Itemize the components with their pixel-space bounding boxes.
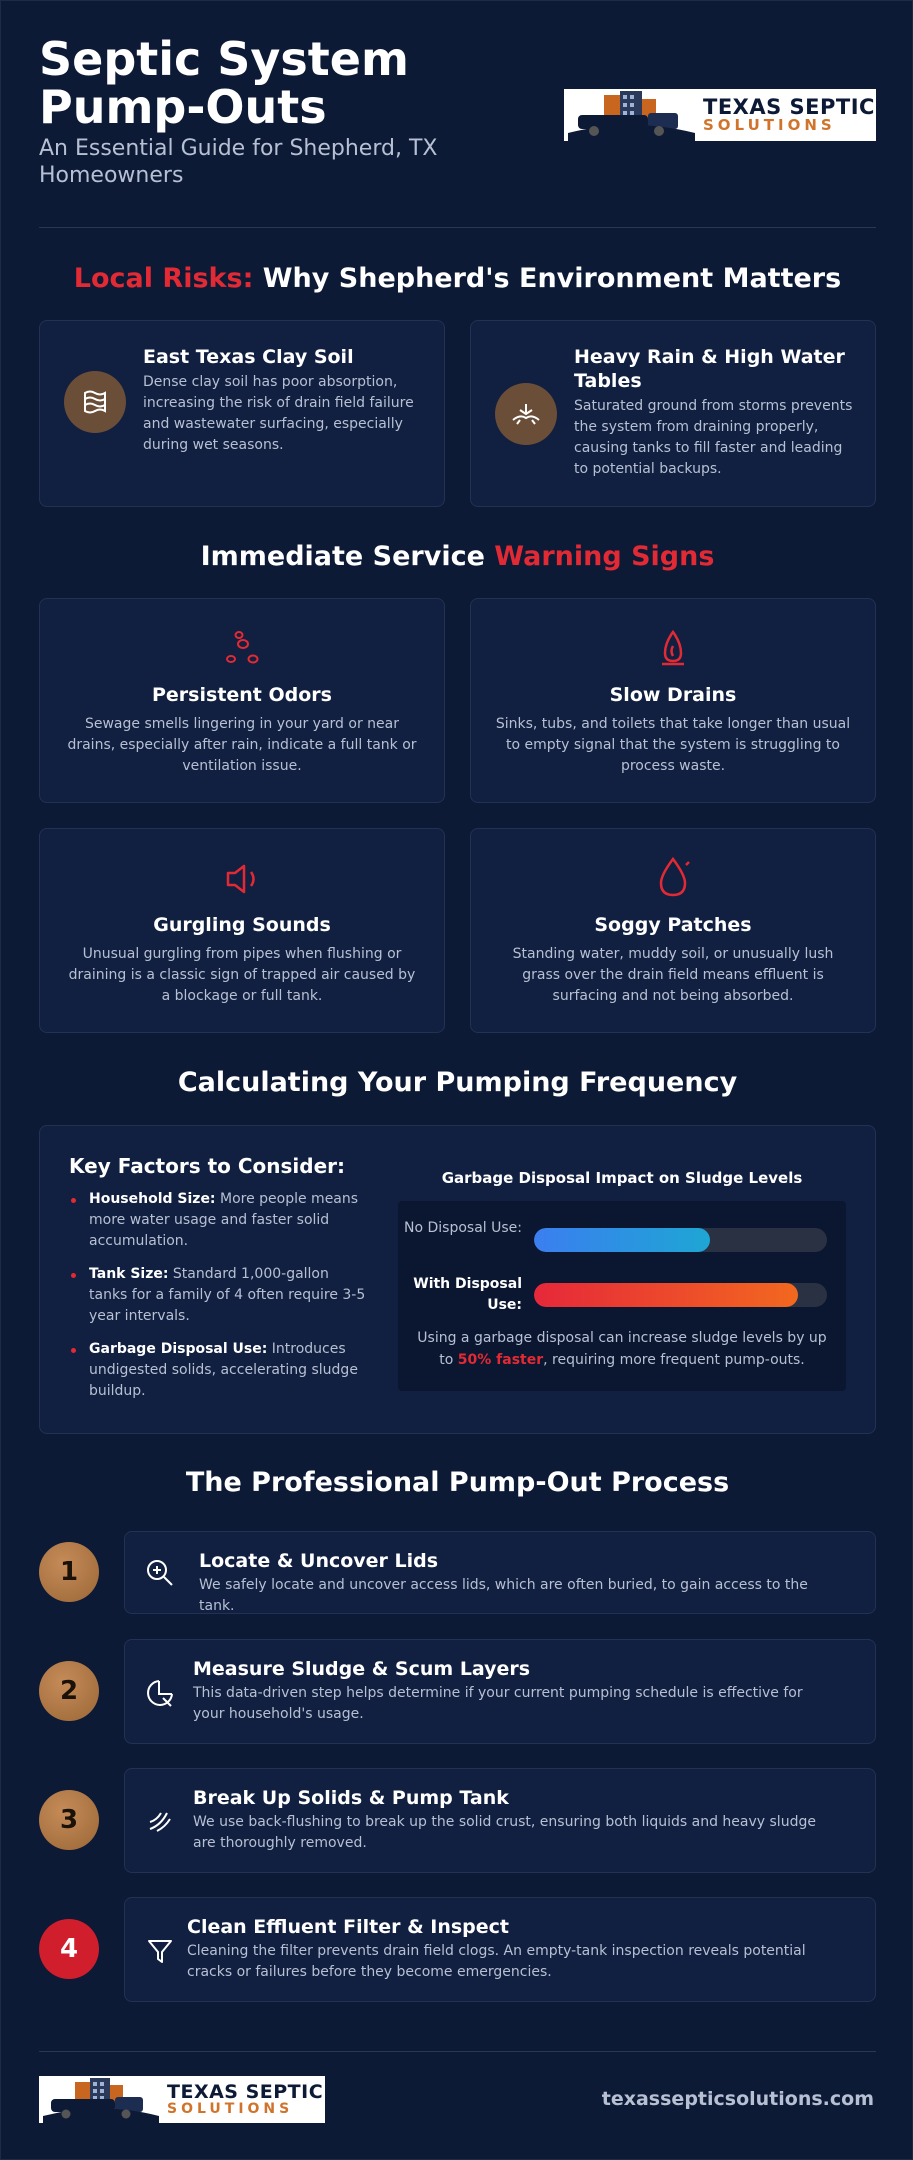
footer-logo	[39, 2076, 325, 2123]
warning-signs-heading	[1, 541, 913, 572]
factor-label: Household Size:	[89, 1191, 216, 1207]
risk-card-heavy-rain	[470, 320, 876, 507]
factor-label: Garbage Disposal Use:	[89, 1341, 268, 1357]
logo-text-top: TEXAS SEPTIC	[703, 95, 875, 119]
key-factors-list	[69, 1189, 369, 1414]
process-heading: The Professional Pump-Out Process	[185, 1467, 730, 1498]
step-title: Clean Effluent Filter & Inspect	[187, 1916, 510, 1938]
bar-track-no-disposal	[534, 1228, 827, 1252]
water-spill-icon	[495, 383, 557, 445]
risks-heading-rest: Why Shepherd's Environment Matters	[253, 263, 842, 294]
list-item	[69, 1339, 369, 1402]
truck-building-logo-art	[564, 89, 699, 141]
bar-label-no-disposal: No Disposal Use:	[404, 1220, 522, 1236]
step-number-badge: 2	[39, 1661, 99, 1721]
warning-title: Persistent Odors	[152, 684, 332, 706]
risk-description: Dense clay soil has poor absorption, increasing the risk of drain field failure and wastewater surfacing, especially during wet seasons.	[143, 374, 414, 453]
note-text-after: , requiring more frequent pump-outs.	[543, 1352, 805, 1368]
logo-text-top: TEXAS SEPTIC	[167, 2081, 324, 2103]
step-number-badge: 1	[39, 1542, 99, 1602]
slow-drain-icon	[471, 629, 875, 667]
step-title: Measure Sludge & Scum Layers	[193, 1658, 531, 1680]
bar-with-disposal	[534, 1283, 798, 1307]
risk-card-clay-soil	[39, 320, 445, 507]
warning-card-slow-drains	[470, 598, 876, 803]
list-item	[69, 1189, 369, 1252]
process-step-2	[124, 1639, 876, 1744]
factor-label: Tank Size:	[89, 1266, 169, 1282]
step-description: Cleaning the filter prevents drain field clogs. An empty-tank inspection reveals potential cracks or failures before they become emergencies.	[187, 1943, 806, 1980]
risk-description: Saturated ground from storms prevents the system from draining properly, causing tanks to fill faster and leading to potential backups.	[574, 398, 853, 477]
step-description: We use back-flushing to break up the solid crust, ensuring both liquids and heavy sludge are thoroughly removed.	[193, 1814, 816, 1851]
warning-card-odors	[39, 598, 445, 803]
list-item	[69, 1264, 369, 1327]
gauge-icon	[145, 1678, 175, 1708]
warning-description: Sewage smells lingering in your yard or near drains, especially after rain, indicate a full tank or ventilation issue.	[67, 716, 417, 774]
water-drop-icon	[471, 855, 875, 899]
factor-text: Introduces undigested solids, accelerating sludge buildup.	[89, 1341, 358, 1399]
search-icon	[145, 1558, 175, 1588]
risk-title: Heavy Rain & High Water Tables	[574, 346, 845, 392]
step-number-badge: 4	[39, 1919, 99, 1979]
step-title: Break Up Solids & Pump Tank	[193, 1787, 509, 1809]
warning-description: Standing water, muddy soil, or unusually lush grass over the drain field means effluent is surfacing and not being absorbed.	[512, 946, 834, 1004]
process-step-1	[124, 1531, 876, 1614]
page-subtitle: An Essential Guide for Shepherd, TX Homeowners	[39, 136, 438, 188]
flush-spray-icon	[145, 1805, 175, 1835]
factor-text: More people means more water usage and faster solid accumulation.	[89, 1191, 359, 1249]
warning-title: Soggy Patches	[594, 914, 752, 936]
warnings-heading-rest: Immediate Service	[200, 541, 495, 572]
risks-heading-accent: Local Risks:	[73, 263, 254, 294]
sludge-bar-chart	[398, 1201, 846, 1391]
logo-text-bottom: SOLUTIONS	[703, 116, 836, 134]
warning-card-gurgling	[39, 828, 445, 1033]
process-step-4	[124, 1897, 876, 2002]
warning-description: Sinks, tubs, and toilets that take longer than usual to empty signal that the system is struggling to process waste.	[495, 716, 851, 774]
logo-text-bottom: SOLUTIONS	[167, 2101, 294, 2117]
chart-note	[410, 1327, 834, 1371]
chart-title: Garbage Disposal Impact on Sludge Levels	[441, 1169, 803, 1187]
bar-no-disposal	[534, 1228, 710, 1252]
clay-layers-icon	[64, 371, 126, 433]
key-factors-title: Key Factors to Consider:	[69, 1154, 346, 1178]
factor-text: Standard 1,000-gallon tanks for a family of 4 often require 3-5 year intervals.	[89, 1266, 366, 1324]
warnings-heading-accent: Warning Signs	[494, 541, 715, 572]
note-highlight: 50% faster	[457, 1352, 544, 1368]
speaker-sound-icon	[40, 861, 444, 897]
page-title: Septic System Pump-Outs	[39, 32, 409, 134]
filter-icon	[145, 1936, 175, 1966]
company-logo	[564, 89, 876, 141]
warning-title: Slow Drains	[609, 684, 737, 706]
note-text-before: Using a garbage disposal can increase sludge levels by up to	[417, 1330, 827, 1368]
step-description: We safely locate and uncover access lids, which are often buried, to gain access to the tank.	[199, 1577, 808, 1614]
step-description: This data-driven step helps determine if your current pumping schedule is effective for your household's usage.	[193, 1685, 803, 1722]
truck-building-logo-art	[39, 2076, 163, 2123]
pumping-frequency-heading: Calculating Your Pumping Frequency	[177, 1067, 738, 1098]
odor-bubbles-icon	[40, 629, 444, 667]
header-divider	[39, 227, 876, 228]
bar-label-with-disposal: With Disposal Use:	[413, 1276, 522, 1313]
bar-track-with-disposal	[534, 1283, 827, 1307]
step-number-badge: 3	[39, 1790, 99, 1850]
warning-card-soggy-patches	[470, 828, 876, 1033]
warning-title: Gurgling Sounds	[153, 914, 331, 936]
footer-divider	[39, 2051, 876, 2052]
step-title: Locate & Uncover Lids	[199, 1550, 439, 1572]
local-risks-heading	[1, 263, 913, 294]
risk-title: East Texas Clay Soil	[143, 346, 354, 368]
warning-description: Unusual gurgling from pipes when flushing or draining is a classic sign of trapped air caused by a blockage or full tank.	[68, 946, 416, 1004]
website-link[interactable]: texassepticsolutions.com	[601, 2088, 874, 2110]
process-step-3	[124, 1768, 876, 1873]
